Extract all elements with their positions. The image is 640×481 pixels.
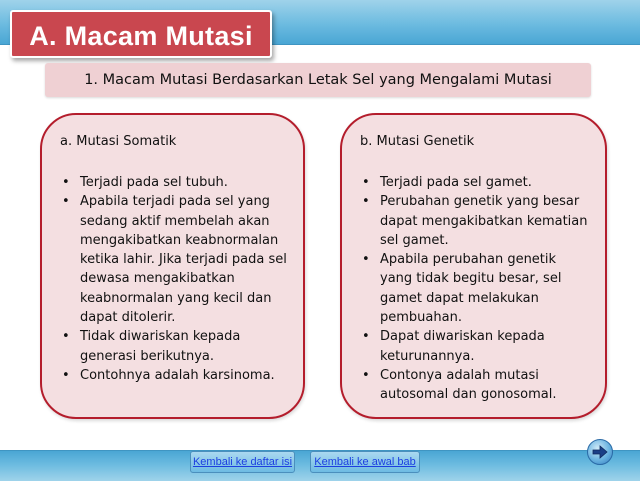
list-item <box>60 366 289 385</box>
list-item-line: dewasa mengakibatkan <box>80 271 235 287</box>
bullet-icon: • <box>362 329 370 345</box>
list-item <box>60 173 289 192</box>
bullet-icon: • <box>62 329 70 345</box>
back-to-contents-button[interactable]: Kembali ke daftar isi <box>190 451 295 473</box>
section-subtitle: 1. Macam Mutasi Berdasarkan Letak Sel yang Mengalami Mutasi <box>45 63 591 97</box>
next-slide-button[interactable] <box>587 439 613 465</box>
list-item-line: sedang aktif membelah akan <box>80 213 270 229</box>
list-item-line: Apabila terjadi pada sel yang <box>80 194 270 210</box>
list-item-line: keturunannya. <box>380 348 475 364</box>
list-item-line: Terjadi pada sel tubuh. <box>80 175 228 190</box>
back-to-chapter-start-button[interactable]: Kembali ke awal bab <box>310 451 420 473</box>
bullet-list <box>360 173 591 405</box>
list-item <box>360 327 591 366</box>
list-item <box>60 327 289 366</box>
list-item-line: dapat mengakibatkan kematian <box>380 213 588 229</box>
slide-title: A. Macam Mutasi <box>10 10 272 58</box>
list-item-line: Tidak diwariskan kepada <box>80 329 241 345</box>
bullet-icon: • <box>62 194 70 210</box>
bullet-icon: • <box>62 175 70 190</box>
list-item <box>360 366 591 405</box>
list-item-line: Apabila perubahan genetik <box>380 252 557 268</box>
list-item <box>360 250 591 327</box>
list-item-line: yang tidak begitu besar, sel <box>380 271 562 287</box>
card-title: a. Mutasi Somatik <box>60 134 177 149</box>
list-item <box>60 192 289 327</box>
list-item-line: sel gamet. <box>380 232 449 248</box>
card-mutasi-somatik <box>40 113 305 419</box>
bullet-icon: • <box>62 367 70 383</box>
bullet-icon: • <box>362 175 370 190</box>
list-item-line: Terjadi pada sel gamet. <box>380 175 532 190</box>
list-item-line: Contonya adalah mutasi <box>380 367 539 383</box>
list-item-line: ketika lahir. Jika terjadi pada sel <box>80 252 287 268</box>
list-item <box>360 173 591 192</box>
card-mutasi-genetik <box>340 113 607 419</box>
list-item-line: gamet dapat melakukan <box>380 290 539 306</box>
arrow-right-icon <box>592 445 608 459</box>
list-item-line: dapat ditolerir. <box>80 310 176 326</box>
list-item-line: Dapat diwariskan kepada <box>380 329 545 345</box>
card-title: b. Mutasi Genetik <box>360 134 475 149</box>
bullet-icon: • <box>362 252 370 268</box>
list-item-line: generasi berikutnya. <box>80 348 215 364</box>
bullet-icon: • <box>362 194 370 210</box>
list-item-line: pembuahan. <box>380 310 462 326</box>
bullet-list <box>60 173 289 385</box>
list-item <box>360 192 591 250</box>
list-item-line: mengakibatkan keabnormalan <box>80 232 279 248</box>
list-item-line: keabnormalan yang kecil dan <box>80 290 272 306</box>
list-item-line: autosomal dan gonosomal. <box>380 387 557 403</box>
bullet-icon: • <box>362 367 370 383</box>
list-item-line: Contohnya adalah karsinoma. <box>80 367 275 383</box>
list-item-line: Perubahan genetik yang besar <box>380 194 580 210</box>
